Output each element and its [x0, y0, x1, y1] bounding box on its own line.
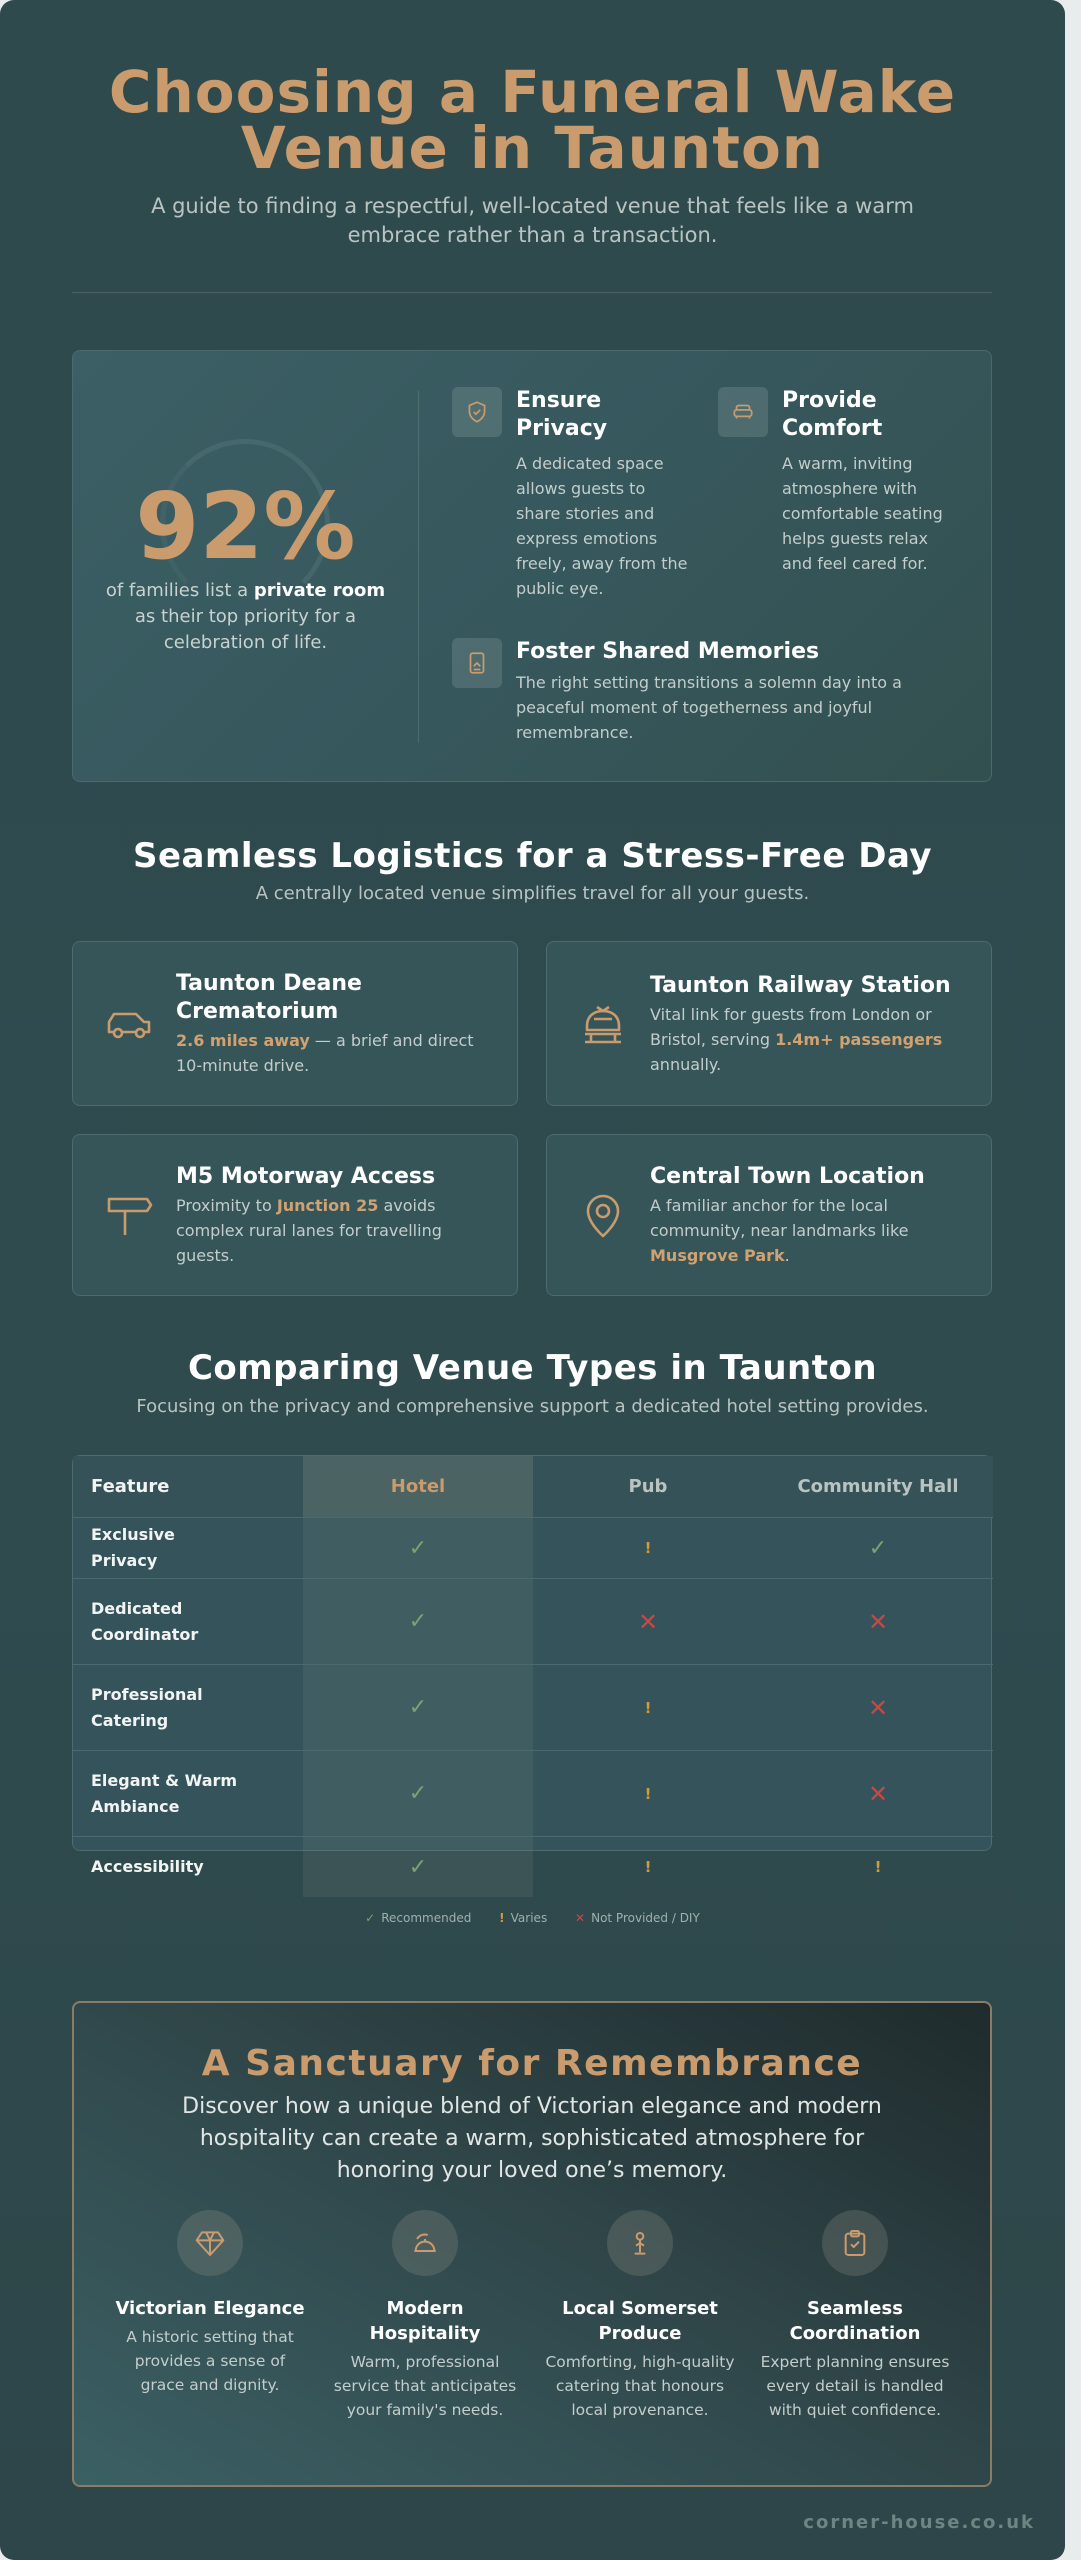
- pub-cell: [533, 1518, 763, 1578]
- sofa-icon: [718, 387, 768, 437]
- wheat-icon: [607, 2210, 673, 2276]
- footer-brand: corner-house.co.uk: [803, 2512, 1035, 2533]
- car-icon: [103, 998, 155, 1050]
- feature-hospitality: [330, 2210, 520, 2422]
- header-feature: Feature: [91, 1475, 170, 1497]
- exclamation-icon: !: [644, 1698, 652, 1717]
- highlight: Musgrove Park: [650, 1246, 785, 1265]
- benefit-privacy: [452, 387, 688, 617]
- cross-icon: ✕: [867, 1779, 889, 1808]
- text-after: annually.: [650, 1055, 722, 1074]
- hotel-cell: [303, 1579, 533, 1664]
- cross-icon: ✕: [867, 1693, 889, 1722]
- cross-icon: ✕: [637, 1607, 659, 1636]
- exclamation-icon: !: [644, 1539, 652, 1557]
- table-row: [73, 1517, 993, 1578]
- logistics-subtitle: A centrally located venue simplifies travel for all your guests.: [255, 883, 810, 904]
- benefit-text: The right setting transitions a solemn day into a peaceful moment of togetherness and joyful remembrance.: [516, 673, 902, 742]
- legend-label: Varies: [510, 1911, 548, 1925]
- feature-coordination: [760, 2210, 950, 2422]
- logistics-card-text: [650, 1002, 973, 1077]
- page-title: [0, 58, 1065, 182]
- hotel-cell: [303, 1751, 533, 1836]
- map-pin-icon: [577, 1189, 629, 1241]
- logistics-card-railway: [546, 941, 992, 1106]
- highlight: 2.6 miles away: [176, 1031, 310, 1050]
- stat-divider: [418, 391, 419, 743]
- feature-title: Modern Hospitality: [369, 2298, 481, 2344]
- table-row: [73, 1836, 993, 1897]
- serving-hand-icon: [392, 2210, 458, 2276]
- train-icon: [577, 998, 629, 1050]
- logistics-card-text: [176, 1193, 499, 1268]
- stat-card: [72, 350, 992, 782]
- road-sign-icon: [103, 1189, 155, 1241]
- check-icon: ✓: [408, 1781, 428, 1806]
- logistics-card-title: Central Town Location: [650, 1164, 925, 1189]
- check-icon: ✓: [408, 1609, 428, 1634]
- legend-label: Not Provided / DIY: [591, 1911, 700, 1925]
- text-before: A familiar anchor for the local community, near landmarks like: [650, 1196, 909, 1240]
- page-subtitle: A guide to finding a respectful, well-located venue that feels like a warm embrace rather than a transaction.: [151, 194, 914, 247]
- highlight: 1.4m+ passengers: [775, 1030, 943, 1049]
- feature-title: Local Somerset Produce: [562, 2298, 718, 2344]
- legend-recommended: [365, 1911, 471, 1925]
- hotel-cell: [303, 1518, 533, 1578]
- feature-title: Victorian Elegance: [115, 2298, 305, 2319]
- exclamation-icon: !: [644, 1784, 652, 1803]
- legend-label: Recommended: [381, 1911, 472, 1925]
- comparison-table: [72, 1455, 992, 1880]
- divider: [72, 292, 992, 293]
- check-icon: ✓: [408, 1695, 428, 1720]
- check-icon: ✓: [408, 1535, 428, 1561]
- feature-text: A historic setting that provides a sense of grace and dignity.: [126, 2328, 294, 2394]
- highlight: Junction 25: [276, 1196, 379, 1215]
- hall-cell: [763, 1751, 993, 1836]
- hall-cell: [763, 1665, 993, 1750]
- sanctuary-intro: Discover how a unique blend of Victorian elegance and modern hospitality can create a warm, sophisticated atmosphere for honoring your loved one’s memory.: [182, 2094, 882, 2183]
- table-header-row: [73, 1456, 993, 1517]
- feature-cell: Professional Catering: [91, 1684, 203, 1730]
- photo-frame-icon: [452, 638, 502, 688]
- feature-cell: Exclusive Privacy: [91, 1525, 175, 1570]
- feature-text: Expert planning ensures every detail is handled with quiet confidence.: [760, 2353, 950, 2419]
- benefit-title: Ensure Privacy: [516, 388, 608, 441]
- title-line-2: Venue in Taunton: [240, 114, 825, 182]
- text-before: Proximity to: [176, 1196, 277, 1215]
- feature-cell: Accessibility: [91, 1857, 204, 1876]
- comparison-subtitle: Focusing on the privacy and comprehensive support a dedicated hotel setting provides.: [136, 1396, 929, 1417]
- text-after: .: [784, 1246, 790, 1265]
- feature-title: Seamless Coordination: [789, 2298, 921, 2344]
- logistics-card-title: Taunton Deane Crematorium: [176, 971, 362, 1024]
- logistics-card-central: [546, 1134, 992, 1296]
- benefit-title: Provide Comfort: [782, 388, 883, 441]
- feature-text: Comforting, high-quality catering that honours local provenance.: [545, 2353, 735, 2419]
- check-icon: ✓: [868, 1535, 888, 1561]
- cross-icon: ✕: [575, 1911, 586, 1925]
- text-before: Vital link for guests from London or Bristol, serving: [650, 1005, 932, 1049]
- diamond-icon: [177, 2210, 243, 2276]
- table-row: [73, 1750, 993, 1836]
- table-row: [73, 1664, 993, 1750]
- benefit-text: A warm, inviting atmosphere with comfortable seating helps guests relax and feel cared for.: [782, 454, 943, 573]
- pub-cell: [533, 1837, 763, 1897]
- hotel-cell: [303, 1665, 533, 1750]
- hall-cell: [763, 1837, 993, 1897]
- feature-local-produce: [545, 2210, 735, 2422]
- hotel-cell: [303, 1837, 533, 1897]
- logistics-card-text: [176, 1028, 499, 1078]
- exclamation-icon: !: [874, 1858, 882, 1876]
- logistics-card-crematorium: [72, 941, 518, 1106]
- logistics-title: Seamless Logistics for a Stress-Free Day: [132, 836, 933, 876]
- text-after: — a brief and direct 10-minute drive.: [176, 1031, 474, 1075]
- legend-varies: [499, 1911, 547, 1925]
- clipboard-check-icon: [822, 2210, 888, 2276]
- benefit-memories: [452, 638, 972, 758]
- shield-check-icon: [452, 387, 502, 437]
- hall-cell: [763, 1518, 993, 1578]
- text-after: avoids complex rural lanes for travelling guests.: [176, 1196, 442, 1265]
- header-pub: Pub: [628, 1476, 668, 1497]
- hero: [0, 0, 1065, 250]
- pub-cell: [533, 1665, 763, 1750]
- stat-panel: [73, 351, 418, 783]
- stat-text-after: as their top priority for a celebration of life.: [134, 606, 357, 653]
- stat-text-before: of families list a: [105, 580, 249, 601]
- benefit-comfort: [718, 387, 968, 617]
- exclamation-icon: !: [644, 1858, 652, 1876]
- benefit-text: A dedicated space allows guests to share stories and express emotions freely, away from the public eye.: [516, 454, 688, 598]
- sanctuary-card: [72, 2001, 992, 2487]
- legend-not-provided: [575, 1911, 700, 1925]
- logistics-card-title: M5 Motorway Access: [176, 1164, 436, 1189]
- exclamation-icon: !: [499, 1911, 505, 1925]
- feature-victorian: [115, 2210, 305, 2397]
- feature-text: Warm, professional service that anticipates your family's needs.: [333, 2353, 517, 2419]
- pub-cell: [533, 1579, 763, 1664]
- sanctuary-title: A Sanctuary for Remembrance: [201, 2043, 863, 2084]
- comparison-title: Comparing Venue Types in Taunton: [187, 1348, 878, 1388]
- feature-cell: Elegant & Warm Ambiance: [91, 1770, 238, 1816]
- table-legend: [0, 1911, 1065, 1925]
- logistics-card-m5: [72, 1134, 518, 1296]
- cross-icon: ✕: [867, 1607, 889, 1636]
- hall-cell: [763, 1579, 993, 1664]
- benefit-title: Foster Shared Memories: [516, 639, 820, 664]
- logistics-card-text: [650, 1193, 973, 1268]
- check-icon: ✓: [408, 1854, 428, 1880]
- pub-cell: [533, 1751, 763, 1836]
- stat-value: 92%: [135, 473, 356, 580]
- feature-cell: Dedicated Coordinator: [91, 1598, 199, 1644]
- stat-description: [103, 578, 388, 656]
- stat-text-bold: private room: [253, 580, 386, 601]
- header-community-hall: Community Hall: [797, 1476, 959, 1497]
- title-line-1: Choosing a Funeral Wake: [108, 58, 957, 126]
- check-icon: ✓: [365, 1911, 376, 1925]
- table-row: [73, 1578, 993, 1664]
- logistics-card-title: Taunton Railway Station: [650, 973, 951, 998]
- header-hotel: Hotel: [303, 1456, 533, 1517]
